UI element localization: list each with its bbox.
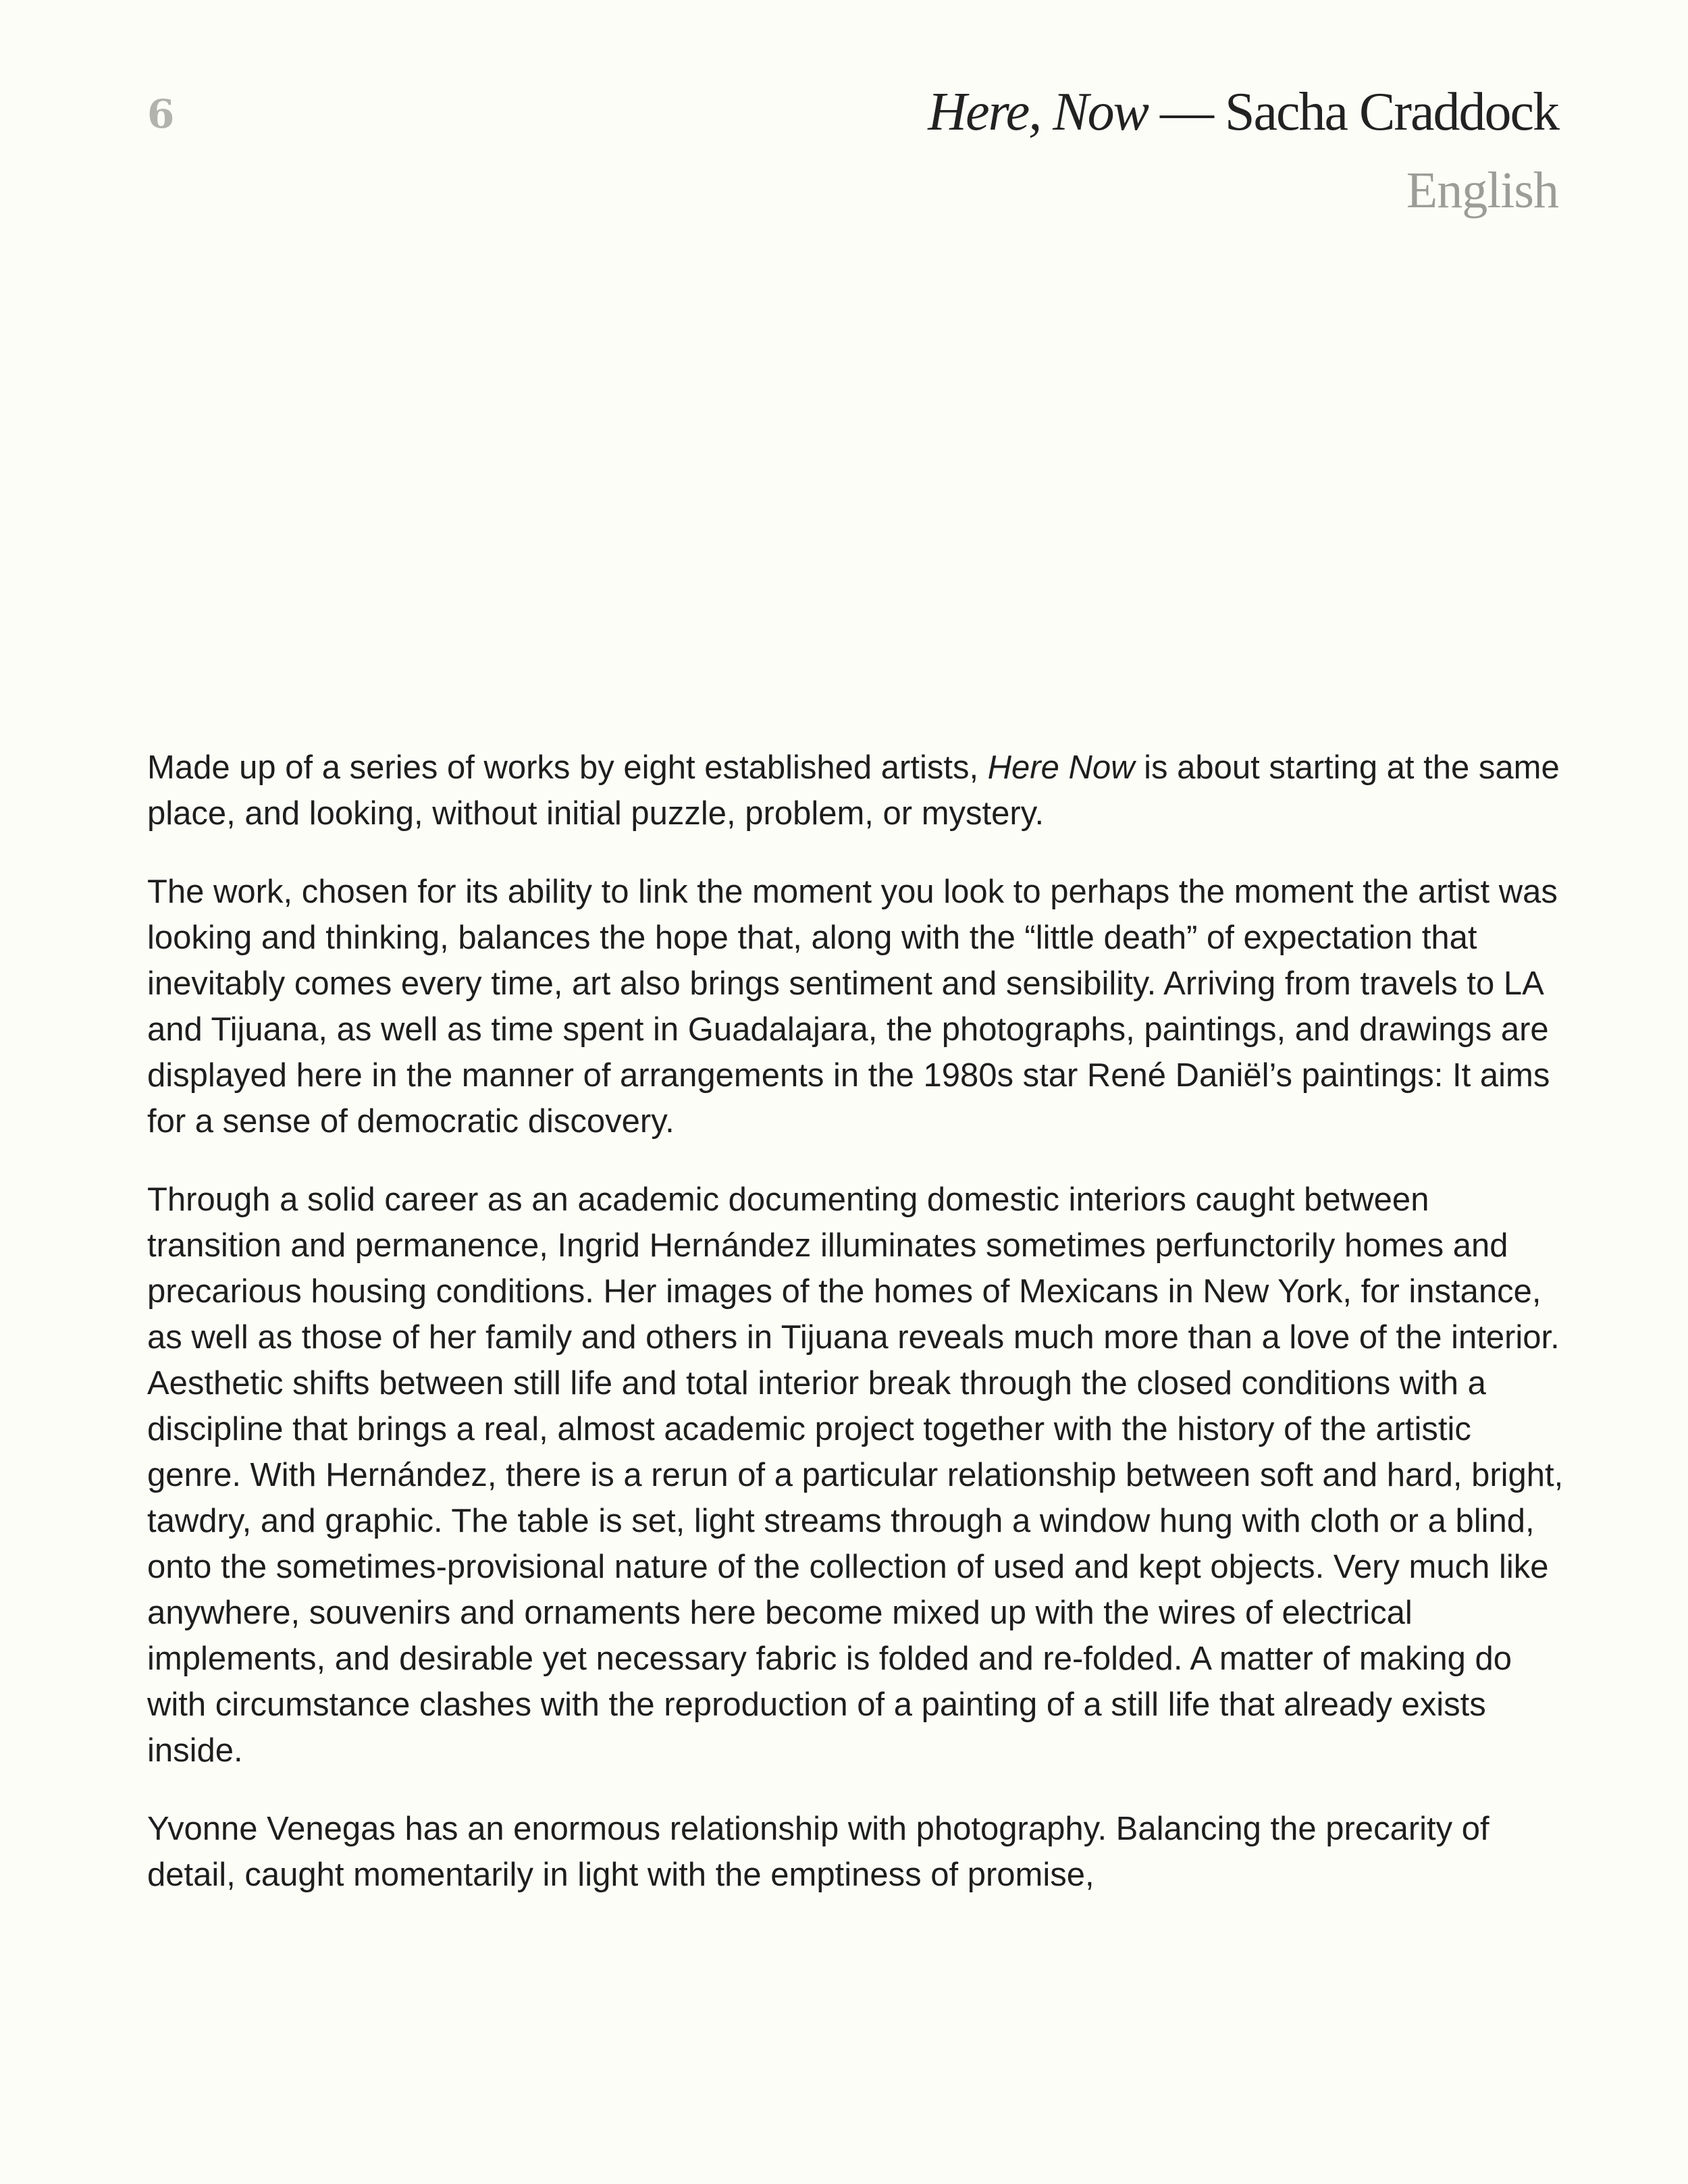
article-body [147,745,1572,1930]
header-language: English [1406,162,1558,219]
paragraph-3: Through a solid career as an academic documenting domestic interiors caught between transition and permanence, Ingrid Hernández illuminates sometimes perfunctorily homes and precarious housing conditions. Her images of the homes of Mexicans in New York, for instance, as well as those of her family and others in Tijuana reveals much more than a love of the interior. Aesthetic shifts between still life and total interior break through the closed conditions with a discipline that brings a real, almost academic project together with the history of the artistic genre. With Hernández, there is a rerun of a particular relationship between soft and hard, bright, tawdry, and graphic. The table is set, light streams through a window hung with cloth or a blind, onto the sometimes-provisional nature of the collection of used and kept objects. Very much like anywhere, souvenirs and ornaments here become mixed up with the wires of electrical implements, and desirable yet necessary fabric is folded and re-folded. A matter of making do with circumstance clashes with the reproduction of a painting of a still life that already exists inside. [147,1181,1564,1769]
page-number: 6 [147,91,175,137]
paragraph-2: The work, chosen for its ability to link the moment you look to perhaps the moment the artist was looking and thinking, balances the hope that, along with the “little death” of expectation that inevitably comes every time, art also brings sentiment and sensibility. Arriving from travels to LA and Tijuana, as well as time spent in Guadalajara, the photographs, paintings, and drawings are displayed here in the manner of arrangements in the 1980s star René Daniël’s paintings: It aims for a sense of democratic discovery. [147,874,1558,1140]
header-separator: — [1147,82,1225,142]
header-title: Here, Now [928,82,1148,142]
paragraph-1-italic-title: Here Now [987,749,1135,786]
paragraph-1 [147,745,1572,836]
header-title-line [928,82,1558,142]
header-author: Sacha Craddock [1224,82,1558,142]
paragraph-1-text-end: is about starting at the same place, and looking, without initial puzzle, problem, or mystery. [147,749,1560,832]
paragraph-1-text-start: Made up of a series of works by eight established artists, [147,749,988,786]
paragraph-4: Yvonne Venegas has an enormous relationship with photography. Balancing the precarity of detail, caught momentarily in light with the emptiness of promise, [147,1811,1489,1893]
running-header [928,82,1558,219]
